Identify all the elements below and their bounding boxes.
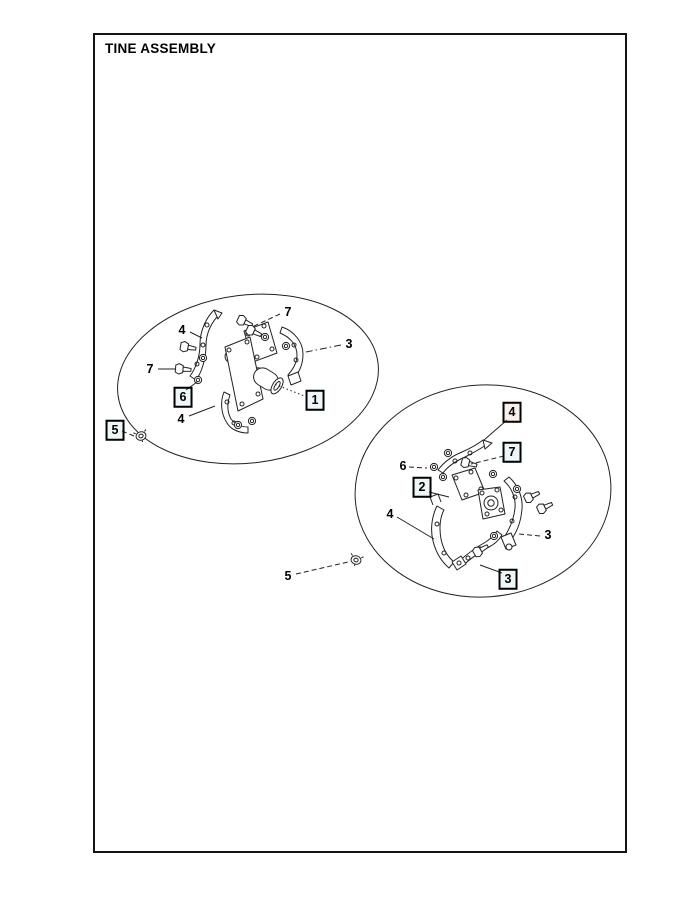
tine-blade-upper-left: [190, 310, 222, 380]
nut-icon: [248, 417, 255, 424]
callout-7-highlighted: 7: [503, 442, 522, 463]
callout-6-highlighted: 6: [174, 387, 193, 408]
callout-4-upper-left: 4: [178, 322, 186, 337]
nut-icon: [199, 354, 206, 361]
nut-icon: [490, 532, 497, 539]
nut-icon: [489, 470, 496, 477]
flange-nut-icon: [133, 429, 148, 443]
callout-5-highlighted: 5: [106, 420, 125, 441]
bolt-icon: [523, 488, 541, 504]
page-title: TINE ASSEMBLY: [105, 41, 217, 56]
nut-icon: [513, 485, 520, 492]
flange-nut-icon: [348, 553, 363, 567]
callout-6-plain: 6: [399, 458, 407, 473]
nut-icon: [430, 463, 437, 470]
bolt-icon: [536, 499, 554, 515]
diagram-1-balloon: [108, 280, 389, 479]
tine-blade-right: [280, 327, 303, 385]
callout-2-highlighted: 2: [413, 477, 432, 498]
callout-1-highlighted: 1: [306, 390, 325, 411]
bolt-icon: [175, 363, 191, 375]
nut-icon: [261, 333, 268, 340]
bolt-icon: [180, 341, 197, 354]
callout-3-highlighted: 3: [499, 569, 518, 590]
callout-3-right: 3: [345, 336, 353, 351]
callout-4-left: 4: [386, 506, 394, 521]
callout-7-top: 7: [284, 304, 292, 319]
callout-5-plain: 5: [284, 568, 292, 583]
callout-3-right: 3: [544, 527, 552, 542]
nut-icon: [444, 449, 451, 456]
nut-icon: [439, 473, 446, 480]
nut-icon: [234, 421, 241, 428]
callout-4-highlighted-orange: 4: [503, 402, 522, 423]
mounting-plate-b: [478, 487, 505, 519]
nut-icon: [282, 342, 289, 349]
callout-4-lower-left: 4: [177, 411, 185, 426]
tine-blade-left: [430, 494, 454, 568]
callout-7-left: 7: [146, 361, 154, 376]
diagram-2-balloon: [296, 376, 618, 605]
